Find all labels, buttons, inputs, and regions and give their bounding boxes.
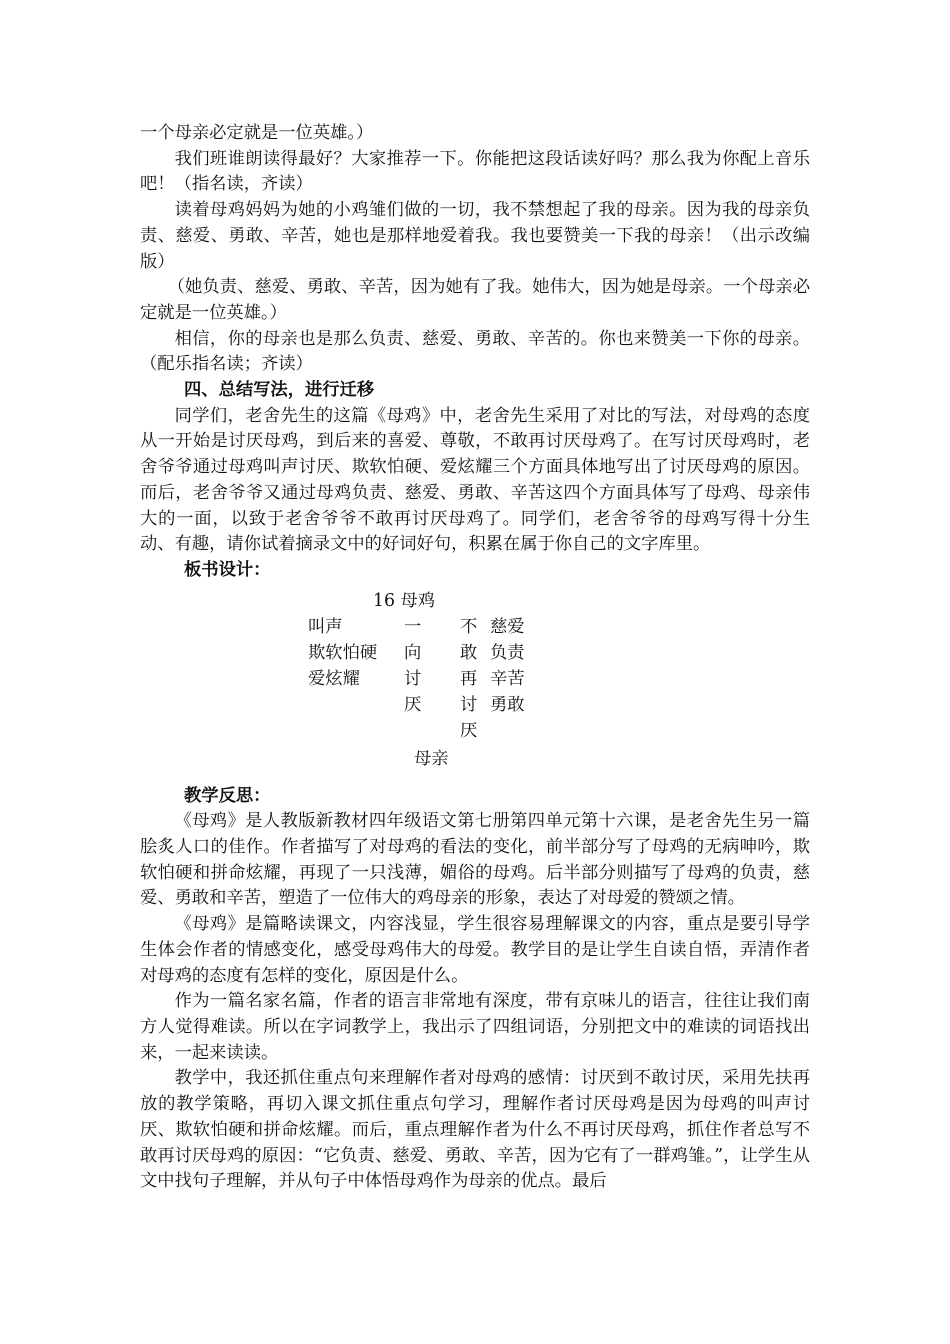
board-right-item: 负责 [490, 642, 525, 663]
paragraph-recommend-reading: 我们班谁朗读得最好？大家推荐一下。你能把这段话读好吗？那么我为你配上音乐吧！（指名读，齐读） [140, 148, 810, 195]
board-right-item: 慈爱 [490, 616, 525, 637]
reflection-paragraph-goal: 《母鸡》是篇略读课文，内容浅显，学生很容易理解课文的内容，重点是要引导学生体会作者的情感变化，感受母鸡伟大的母爱。教学目的是让学生自读自悟，弄清作者对母鸡的态度有怎样的变化，原因是什么。 [140, 914, 810, 986]
board-right-item: 辛苦 [490, 668, 525, 689]
reflection-heading: 教学反思： [184, 785, 271, 806]
document-page [140, 121, 810, 1195]
board-col-bu: 再 [460, 668, 478, 689]
board-col-yi: 厌 [404, 694, 422, 715]
board-bottom: 母亲 [414, 748, 449, 769]
paragraph-adapted-version: （她负责、慈爱、勇敢、辛苦，因为她有了我。她伟大，因为她是母亲。一个母亲必定就是一位英雄。） [140, 277, 810, 323]
board-right-item: 勇敢 [490, 694, 525, 715]
reflection-paragraph-key-sentences: 教学中，我还抓住重点句来理解作者对母鸡的感情：讨厌到不敢讨厌，采用先扶再放的教学策略，再切入课文抓住重点句学习，理解作者讨厌母鸡是因为母鸡的叫声讨厌、欺软怕硬和拼命炫耀。而后，重点理解作者为什么不再讨厌母鸡，抓住作者总写不敢再讨厌母鸡的原因：“它负责、慈爱、勇敢、辛苦，因为它有了一群鸡雏。”，让学生从文中找句子理解，并从句子中体悟母鸡作为母亲的优点。最后 [140, 1068, 810, 1192]
board-col-yi: 讨 [404, 668, 422, 689]
section-heading-summary: 四、总结写法，进行迁移 [184, 380, 375, 401]
reflection-paragraph-intro: 《母鸡》是人教版新教材四年级语文第七册第四单元第十六课，是老舍先生另一篇脍炙人口的佳作。作者描写了对母鸡的看法的变化，前半部分写了母鸡的无病呻吟，欺软怕硬和拼命炫耀，再现了一只浅薄，媚俗的母鸡。后半部分则描写了母鸡的负责，慈爱、勇敢和辛苦，塑造了一位伟大的鸡母亲的形象，表达了对母爱的赞颂之情。 [140, 811, 810, 909]
board-col-yi: 一 [404, 616, 422, 637]
board-col-bu: 不 [460, 616, 478, 637]
paragraph-continuation: 一个母亲必定就是一位英雄。） [140, 123, 374, 143]
paragraph-praise-mother: 相信，你的母亲也是那么负责、慈爱、勇敢、辛苦的。你也来赞美一下你的母亲。（配乐指名读；齐读） [140, 328, 810, 375]
reflection-paragraph-vocabulary: 作为一篇名家名篇，作者的语言非常地有深度，带有京味儿的语言，往往让我们南方人觉得难读。所以在字词教学上，我出示了四组词语，分别把文中的难读的词语找出来，一起来读读。 [140, 991, 810, 1063]
paragraph-summary: 同学们，老舍先生的这篇《母鸡》中，老舍先生采用了对比的写法，对母鸡的态度从一开始是讨厌母鸡，到后来的喜爱、尊敬，不敢再讨厌母鸡了。在写讨厌母鸡时，老舍爷爷通过母鸡叫声讨厌、欺软怕硬、爱炫耀三个方面具体地写出了讨厌母鸡的原因。而后，老舍爷爷又通过母鸡负责、慈爱、勇敢、辛苦这四个方面具体写了母鸡、母亲伟大的一面，以致于老舍爷爷不敢再讨厌母鸡了。同学们，老舍爷爷的母鸡写得十分生动、有趣，请你试着摘录文中的好词好句，积累在属于你自己的文字库里。 [140, 405, 810, 555]
paragraph-my-mother: 读着母鸡妈妈为她的小鸡雏们做的一切，我不禁想起了我的母亲。因为我的母亲负责、慈爱、勇敢、辛苦，她也是那样地爱着我。我也要赞美一下我的母亲！（出示改编版） [140, 200, 810, 272]
board-col-yi: 向 [404, 642, 422, 663]
board-title: 16 母鸡 [373, 590, 436, 611]
board-left-item: 叫声 [308, 616, 343, 637]
board-left-item: 爱炫耀 [308, 668, 360, 689]
board-design [140, 584, 810, 784]
board-design-heading: 板书设计： [184, 559, 271, 580]
board-left-item: 欺软怕硬 [308, 642, 378, 663]
board-col-bu: 厌 [460, 720, 478, 741]
board-col-bu: 敢 [460, 642, 478, 663]
board-col-bu: 讨 [460, 694, 478, 715]
